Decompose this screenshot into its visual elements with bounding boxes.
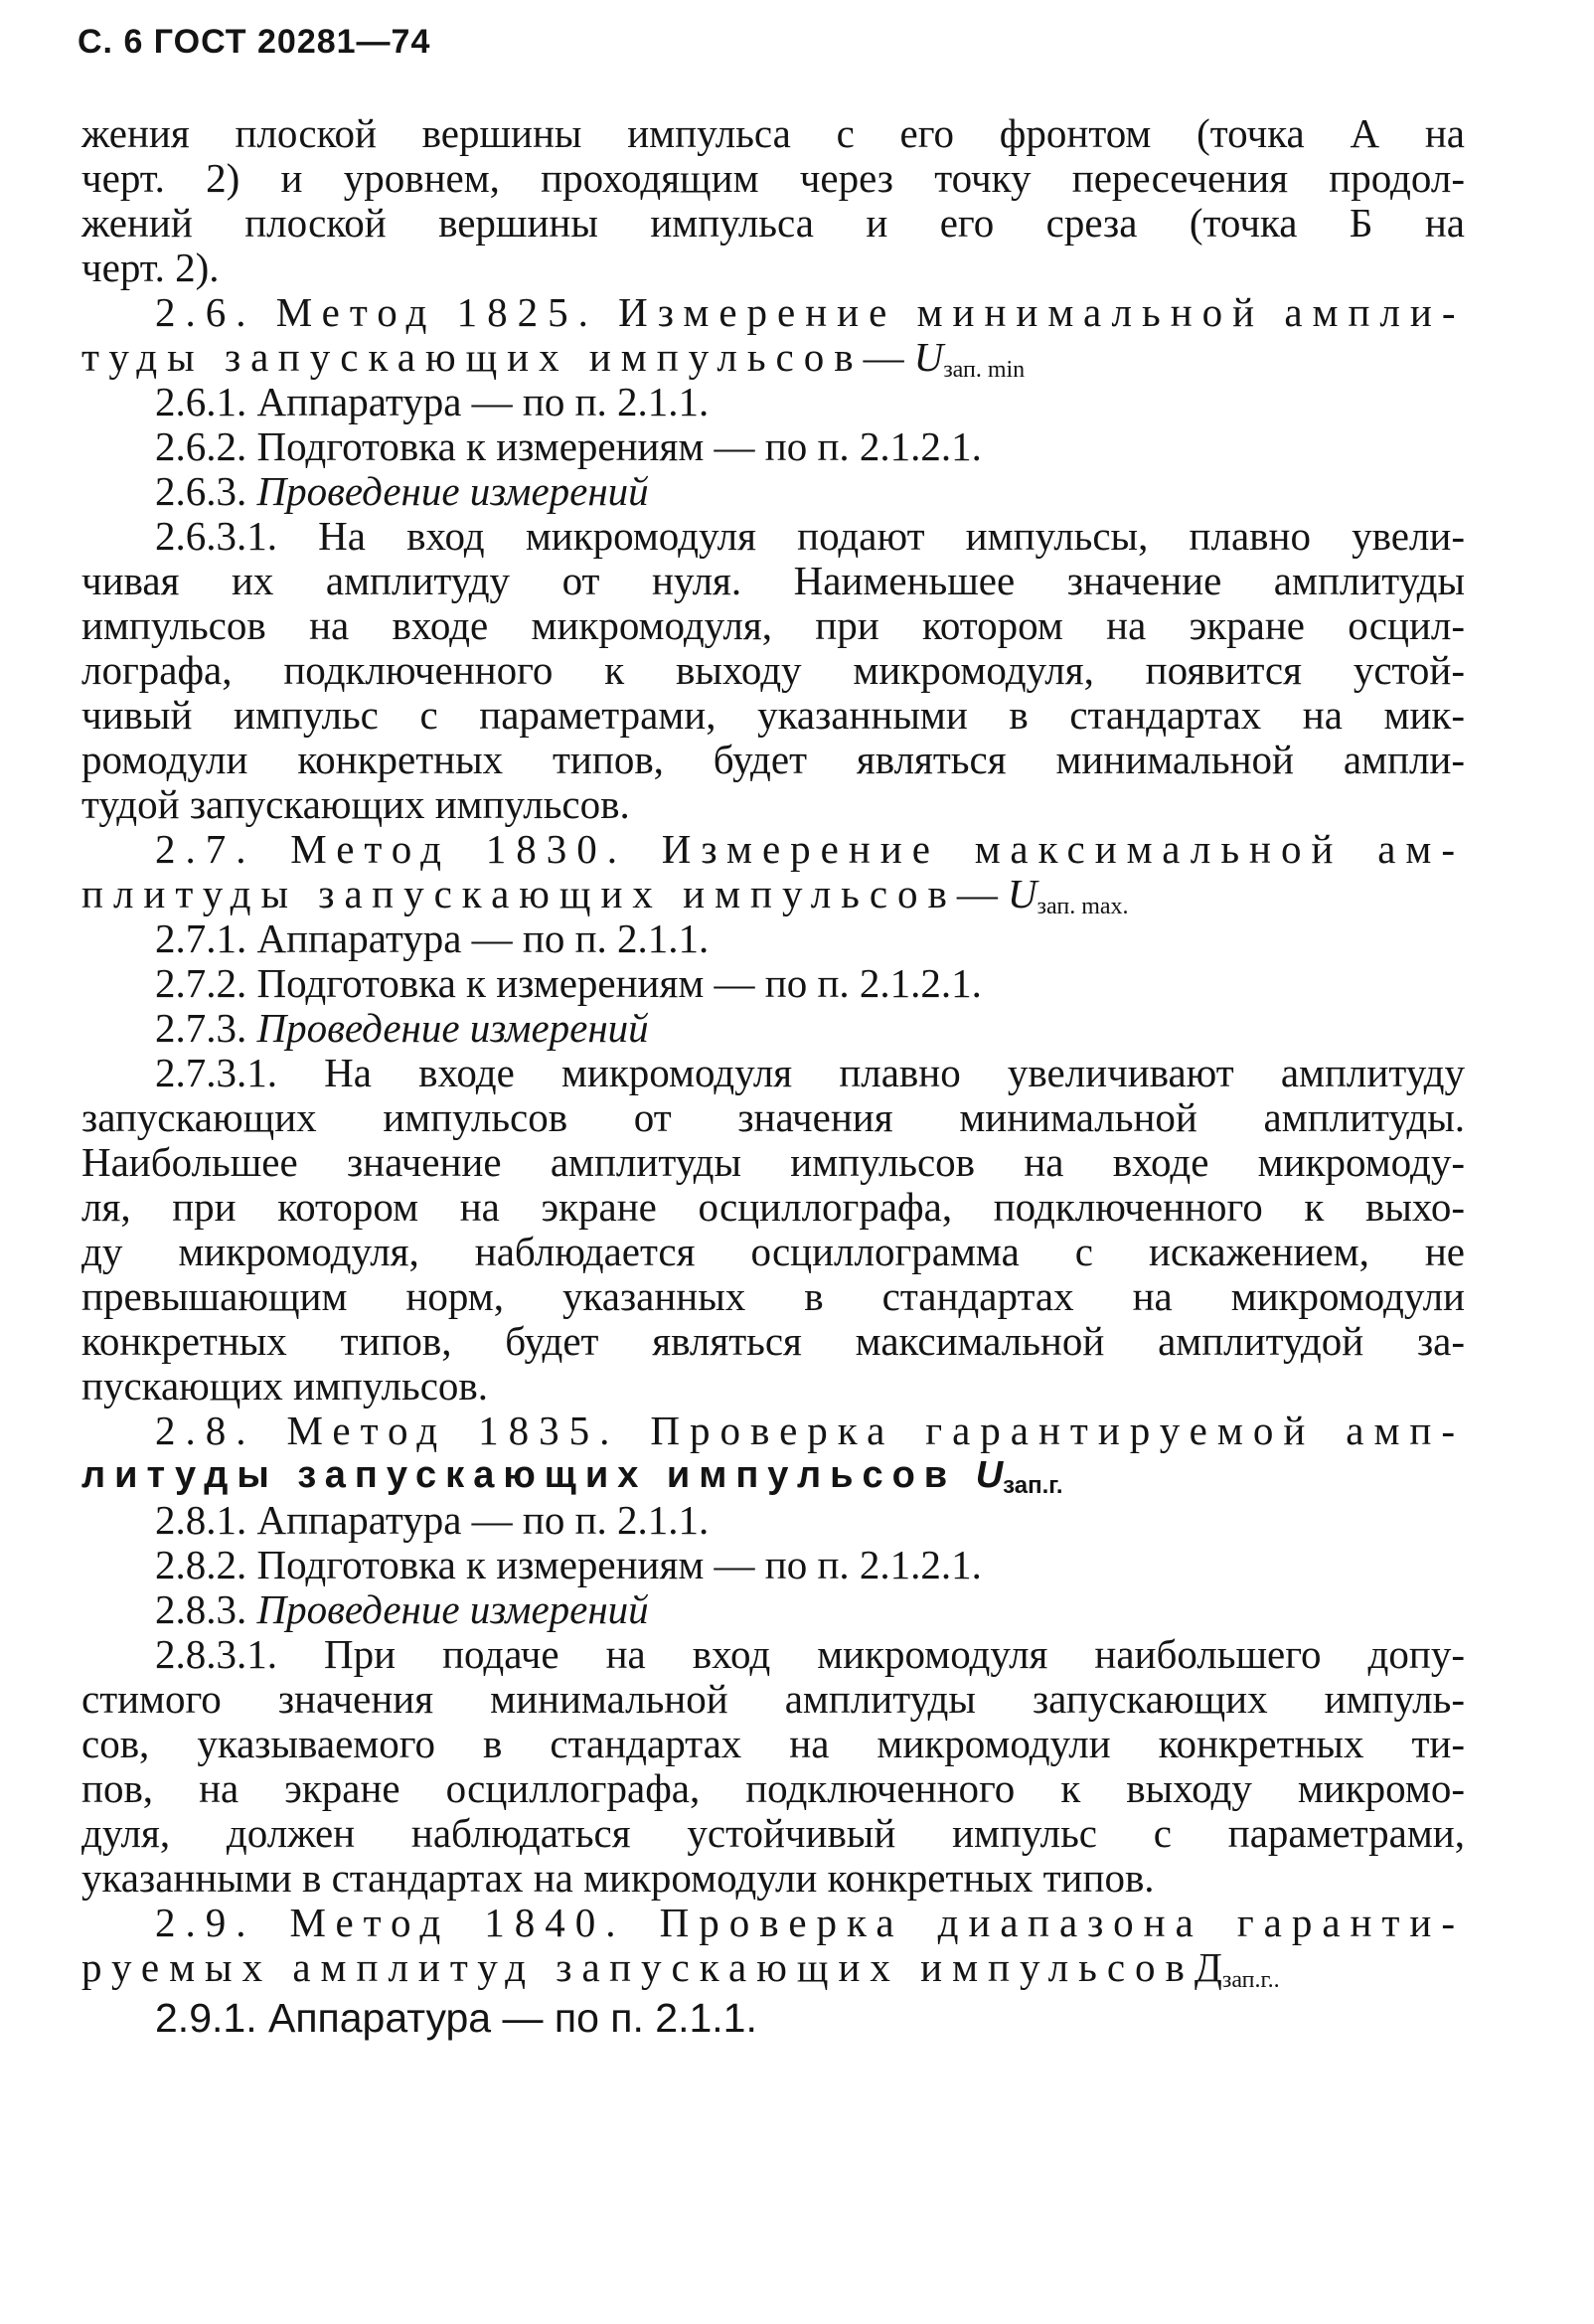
heading-text: руемых амплитуд запускающих импульсов (81, 1944, 1195, 1990)
subsection-number: 2.8.3. (155, 1586, 247, 1632)
u-max-symbol: U (1007, 871, 1037, 916)
text-line: черт. 2) и уровнем, проходящим через точку пересечения продол- (81, 155, 1465, 201)
text-line: ду микромодуля, наблюдается осциллограмма с искажением, не (81, 1229, 1465, 1274)
subsection-title (81, 1587, 1465, 1632)
text-line: 2.8.3.1. При подаче на вход микромодуля наибольшего допу- (155, 1631, 1465, 1677)
text-line: дуля, должен наблюдаться устойчивый импульс с параметрами, (81, 1810, 1465, 1856)
section-heading-2-6: 2.6. Метод 1825. Измерение минимальной ампли- (155, 289, 1466, 335)
section-heading-2-8-cont (81, 1453, 1465, 1498)
text-line: указанными в стандартах на микромодули конкретных типов. (81, 1855, 1155, 1901)
d-g-symbol: Д (1194, 1944, 1222, 1990)
text-line: Наибольшее значение амплитуды импульсов на входе микромоду- (81, 1139, 1465, 1185)
text-line: 2.7.3.1. На входе микромодуля плавно увеличивают амплитуду (155, 1050, 1465, 1095)
text-line: сов, указываемого в стандартах на микромодули конкретных ти- (81, 1721, 1465, 1766)
text-line: конкретных типов, будет являться максимальной амплитудой за- (81, 1318, 1465, 1364)
heading-text: туды запускающих импульсов— (81, 334, 914, 380)
text-line: запускающих импульсов от значения минимальной амплитуды. (81, 1094, 1465, 1140)
section-heading-2-9-cont (81, 1944, 1465, 1993)
u-min-subscript: зап. min (943, 357, 1026, 383)
text-line: чивый импульс с параметрами, указанными в стандартах на мик- (81, 692, 1465, 738)
subsection-title (81, 1006, 1465, 1051)
text-line: 2.7.2. Подготовка к измерениям — по п. 2.1.2.1. (155, 960, 982, 1006)
subsection-number: 2.6.3. (155, 468, 247, 514)
subsection-title (81, 469, 1465, 514)
text-line: пускающих импульсов. (81, 1363, 489, 1409)
subsection-italic: Проведение измерений (256, 1005, 649, 1051)
text-line: превышающим норм, указанных в стандартах на микромодули (81, 1273, 1465, 1319)
text-line: ромодули конкретных типов, будет являться минимальной ампли- (81, 737, 1465, 782)
text-line: 2.7.1. Аппаратура — по п. 2.1.1. (155, 915, 710, 961)
section-heading-2-9: 2.9. Метод 1840. Проверка диапазона гаранти- (155, 1900, 1465, 1945)
text-line: 2.9.1. Аппаратура — по п. 2.1.1. (155, 1995, 757, 2041)
section-heading-2-7-cont (81, 871, 1465, 919)
text-line: лографа, подключенного к выходу микромодуля, появится устой- (81, 647, 1465, 693)
text-line: импульсов на входе микромодуля, при котором на экране осцил- (81, 602, 1465, 648)
u-min-symbol: U (913, 334, 944, 380)
heading-text: литуды запускающих импульсов (81, 1454, 957, 1496)
u-g-symbol: U (975, 1454, 1004, 1496)
heading-text: плитуды запускающих импульсов— (81, 871, 1008, 916)
text-line: пов, на экране осциллографа, подключенного к выходу микромо- (81, 1765, 1465, 1811)
subsection-italic: Проведение измерений (256, 1586, 649, 1632)
section-heading-2-8: 2.8. Метод 1835. Проверка гарантируемой амп- (155, 1408, 1465, 1453)
text-line: стимого значения минимальной амплитуды запускающих импуль- (81, 1676, 1465, 1722)
u-g-subscript: зап.г. (1003, 1472, 1063, 1499)
section-heading-2-7: 2.7. Метод 1830. Измерение максимальной ам- (155, 826, 1465, 872)
text-line: 2.8.1. Аппаратура — по п. 2.1.1. (155, 1497, 710, 1543)
text-line: ля, при котором на экране осциллографа, подключенного к выхо- (81, 1184, 1465, 1230)
section-heading-2-6-cont (81, 334, 1465, 383)
text-line: 2.6.3.1. На вход микромодуля подают импульсы, плавно увели- (155, 513, 1465, 559)
subsection-number: 2.7.3. (155, 1005, 247, 1051)
text-line: 2.6.2. Подготовка к измерениям — по п. 2.1.2.1. (155, 423, 982, 469)
document-body (81, 111, 1465, 2041)
text-line: тудой запускающих импульсов. (81, 781, 630, 827)
d-g-subscript: зап.г.. (1221, 1967, 1280, 1993)
page-header: С. 6 ГОСТ 20281—74 (78, 23, 431, 61)
u-max-subscript: зап. max. (1036, 894, 1129, 919)
text-line: черт. 2). (81, 245, 220, 290)
text-line: 2.6.1. Аппаратура — по п. 2.1.1. (155, 379, 710, 424)
text-line: 2.8.2. Подготовка к измерениям — по п. 2.1.2.1. (155, 1542, 982, 1587)
text-line: жений плоской вершины импульса и его среза (точка Б на (81, 200, 1465, 246)
subsection-italic: Проведение измерений (256, 468, 649, 514)
text-line: чивая их амплитуду от нуля. Наименьшее значение амплитуды (81, 558, 1465, 603)
text-line: жения плоской вершины импульса с его фронтом (точка А на (81, 110, 1465, 156)
